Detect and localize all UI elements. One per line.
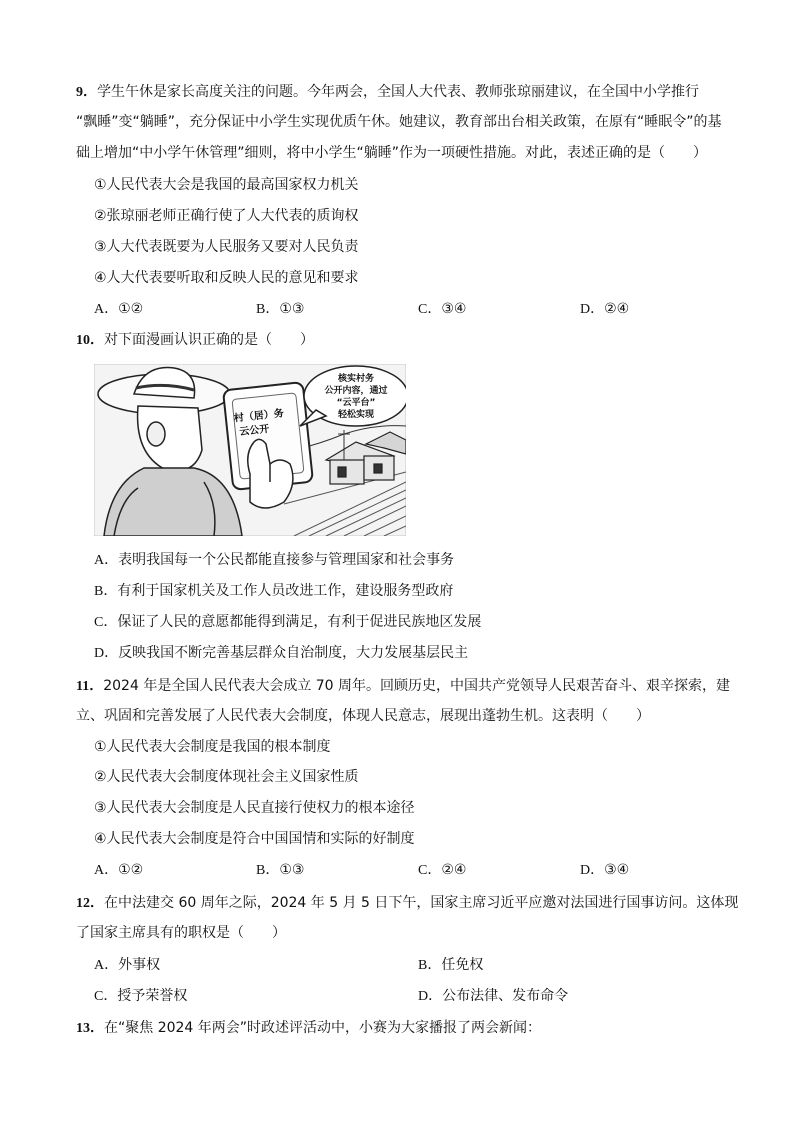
q12-option-d[interactable]: D．公布法律、发布命令 bbox=[418, 988, 569, 1004]
q9-statement-4: ④人大代表要听取和反映人民的意见和要求 bbox=[94, 270, 359, 286]
q12-line-1: 12．在中法建交 60 周年之际，2024 年 5 月 5 日下午，国家主席习近平应邀对法国进行国事访问。这体现 bbox=[76, 895, 739, 911]
q12-line-2: 了国家主席具有的职权是（ ） bbox=[76, 925, 286, 941]
q11-option-a[interactable]: A．①② bbox=[94, 862, 144, 878]
q11-option-b[interactable]: B．①③ bbox=[256, 862, 305, 878]
q11-statement-2: ②人民代表大会制度体现社会主义国家性质 bbox=[94, 769, 359, 785]
q12-option-b[interactable]: B．任免权 bbox=[418, 957, 484, 973]
q9-number: 9． bbox=[76, 85, 97, 100]
q10-option-d[interactable]: D．反映我国不断完善基层群众自治制度，大力发展基层民主 bbox=[94, 645, 469, 661]
q11-option-d[interactable]: D．③④ bbox=[580, 862, 630, 878]
q9-statement-1: ①人民代表大会是我国的最高国家权力机关 bbox=[94, 177, 359, 193]
phone-text-1: 村（居）务 bbox=[233, 408, 285, 425]
q11-statement-4: ④人民代表大会制度是符合中国国情和实际的好制度 bbox=[94, 831, 415, 847]
bubble-line-3: “云平台” bbox=[336, 398, 376, 408]
q10-option-a[interactable]: A．表明我国每一个公民都能直接参与管理国家和社会事务 bbox=[94, 552, 455, 568]
q11-option-c[interactable]: C．②④ bbox=[418, 862, 467, 878]
q9-line-1: 9．学生午休是家长高度关注的问题。今年两会，全国人大代表、教师张琼丽建议，在全国中小学推行 bbox=[76, 84, 699, 100]
q12-number: 12． bbox=[76, 896, 104, 911]
q9-line-2: “飘睡”变“躺睡”，充分保证中小学生实现优质午休。她建议，教育部出台相关政策，在原有“睡眠令”的基 bbox=[76, 114, 722, 130]
q9-statement-2: ②张琼丽老师正确行使了人大代表的质询权 bbox=[94, 208, 359, 224]
q10-stem: 10．对下面漫画认识正确的是（ ） bbox=[76, 332, 314, 348]
q11-statement-3: ③人民代表大会制度是人民直接行使权力的根本途径 bbox=[94, 800, 415, 816]
q11-line-1: 11．2024 年是全国人民代表大会成立 70 周年。回顾历史，中国共产党领导人民艰苦奋斗、艰辛探索，建 bbox=[76, 678, 731, 694]
q11-line-2: 立、巩固和完善发展了人民代表大会制度，体现人民意志，展现出蓬勃生机。这表明（ ） bbox=[76, 708, 650, 724]
q11-statement-1: ①人民代表大会制度是我国的根本制度 bbox=[94, 739, 331, 755]
bubble-line-2: 公开内容，通过 bbox=[324, 386, 388, 396]
q9-option-d[interactable]: D．②④ bbox=[580, 301, 630, 317]
q12-option-a[interactable]: A．外事权 bbox=[94, 957, 161, 973]
q9-line-3: 础上增加“中小学午休管理”细则，将中小学生“躺睡”作为一项硬性措施。对此，表述正确的是（ ） bbox=[76, 145, 708, 161]
cartoon-illustration bbox=[94, 364, 406, 536]
q10-number: 10． bbox=[76, 333, 104, 348]
q9-statement-3: ③人大代表既要为人民服务又要对人民负责 bbox=[94, 239, 359, 255]
q9-option-c[interactable]: C．③④ bbox=[418, 301, 467, 317]
q10-option-b[interactable]: B．有利于国家机关及工作人员改进工作，建设服务型政府 bbox=[94, 583, 454, 599]
q11-number: 11． bbox=[76, 679, 104, 694]
q12-option-c[interactable]: C．授予荣誉权 bbox=[94, 988, 188, 1004]
bubble-line-1: 核实村务 bbox=[337, 374, 375, 384]
q9-option-b[interactable]: B．①③ bbox=[256, 301, 305, 317]
q9-option-a[interactable]: A．①② bbox=[94, 301, 144, 317]
q10-option-c[interactable]: C．保证了人民的意愿都能得到满足，有利于促进民族地区发展 bbox=[94, 614, 482, 630]
bubble-line-4: 轻松实现 bbox=[337, 410, 375, 420]
q13-number: 13． bbox=[76, 1021, 104, 1036]
phone-text-2: 云公开 bbox=[238, 423, 270, 438]
q13-stem: 13．在“聚焦 2024 年两会”时政述评活动中，小赛为大家播报了两会新闻： bbox=[76, 1020, 542, 1036]
